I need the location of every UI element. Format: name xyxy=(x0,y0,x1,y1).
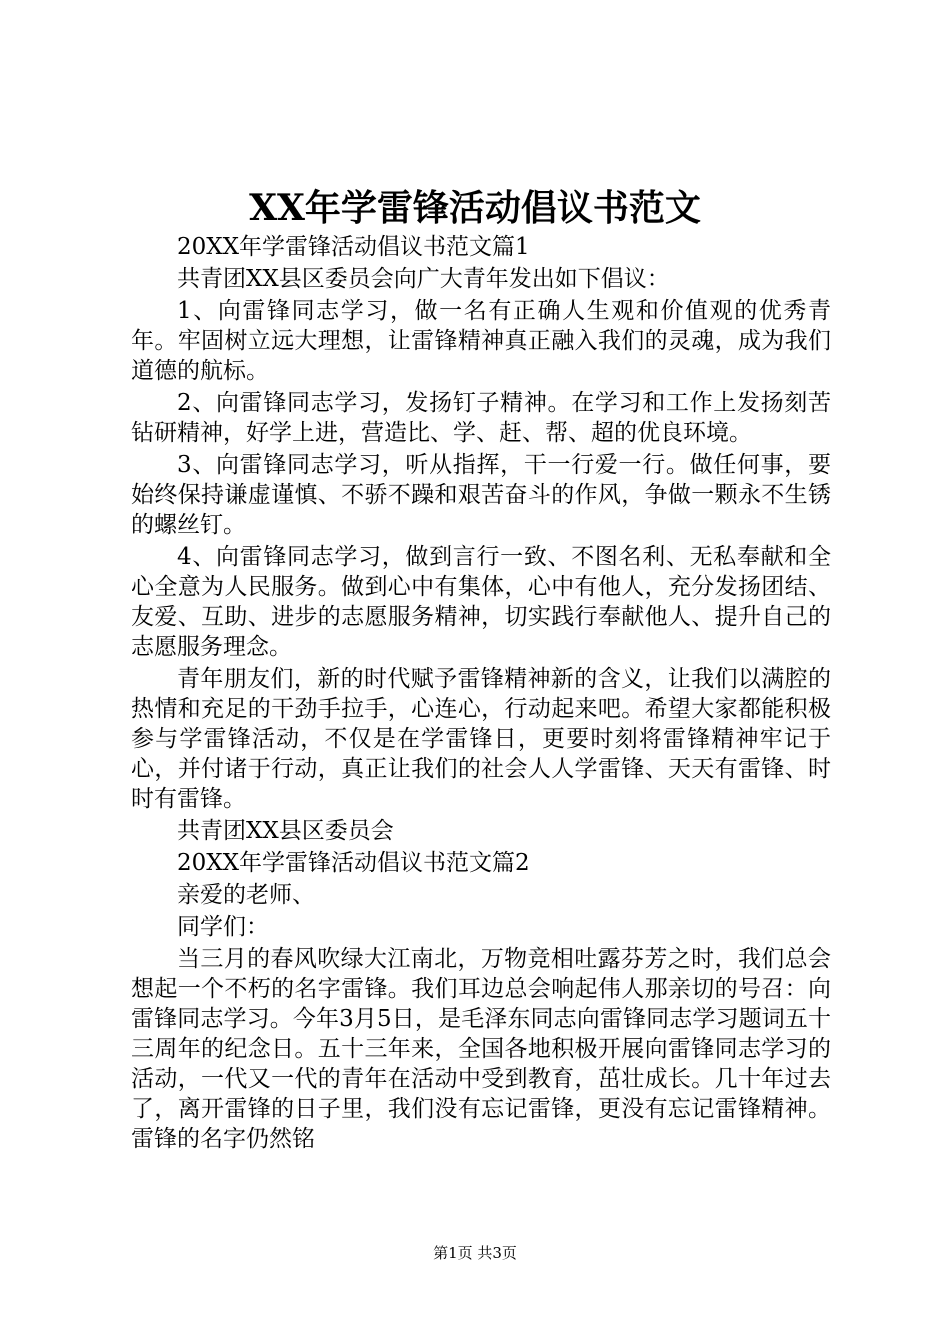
paragraph-body-2: 当三月的春风吹绿大江南北，万物竞相吐露芬芳之时，我们总会想起一个不朽的名字雷锋。我们耳边总会响起伟人那亲切的号召：向雷锋同志学习。今年3月5日，是毛泽东同志向雷锋同志学习题词五十三周年的纪念日。五十三年来，全国各地积极开展向雷锋同志学习的活动，一代又一代的青年在活动中受到教育，茁壮成长。几十年过去了，离开雷锋的日子里，我们没有忘记雷锋，更没有忘记雷锋精神。雷锋的名字仍然铭 xyxy=(131,946,831,1152)
paragraph-appeal: 青年朋友们，新的时代赋予雷锋精神新的含义，让我们以满腔的热情和充足的干劲手拉手，心连心，行动起来吧。希望大家都能积极参与学雷锋活动，不仅是在学雷锋日，更要时刻将雷锋精神牢记于心，并付诸于行动，真正让我们的社会人人学雷锋、天天有雷锋、时时有雷锋。 xyxy=(131,666,831,812)
page-footer: 第1页 共3页 xyxy=(433,1244,517,1262)
document-body xyxy=(131,232,831,1156)
paragraph-item-2: 2、向雷锋同志学习，发扬钉子精神。在学习和工作上发扬刻苦钻研精神，好学上进，营造比、学、赶、帮、超的优良环境。 xyxy=(131,390,831,446)
paragraph-heading-1: 20XX年学雷锋活动倡议书范文篇1 xyxy=(177,234,530,260)
paragraph-item-3: 3、向雷锋同志学习，听从指挥，干一行爱一行。做任何事，要始终保持谦虚谨慎、不骄不躁和艰苦奋斗的作风，争做一颗永不生锈的螺丝钉。 xyxy=(131,452,831,538)
paragraph-intro: 共青团XX县区委员会向广大青年发出如下倡议： xyxy=(177,266,670,292)
paragraph-signature: 共青团XX县区委员会 xyxy=(177,818,394,844)
paragraph-heading-2: 20XX年学雷锋活动倡议书范文篇2 xyxy=(177,850,530,876)
document-title: XX年学雷锋活动倡议书范文 xyxy=(249,187,701,229)
paragraph-item-4: 4、向雷锋同志学习，做到言行一致、不图名利、无私奉献和全心全意为人民服务。做到心中有集体，心中有他人，充分发扬团结、友爱、互助、进步的志愿服务精神，切实践行奉献他人、提升自己的志愿服务理念。 xyxy=(131,544,831,660)
paragraph-salutation-2: 同学们： xyxy=(177,914,269,940)
paragraph-salutation-1: 亲爱的老师、 xyxy=(177,882,315,908)
paragraph-item-1: 1、向雷锋同志学习，做一名有正确人生观和价值观的优秀青年。牢固树立远大理想，让雷锋精神真正融入我们的灵魂，成为我们道德的航标。 xyxy=(131,298,831,384)
